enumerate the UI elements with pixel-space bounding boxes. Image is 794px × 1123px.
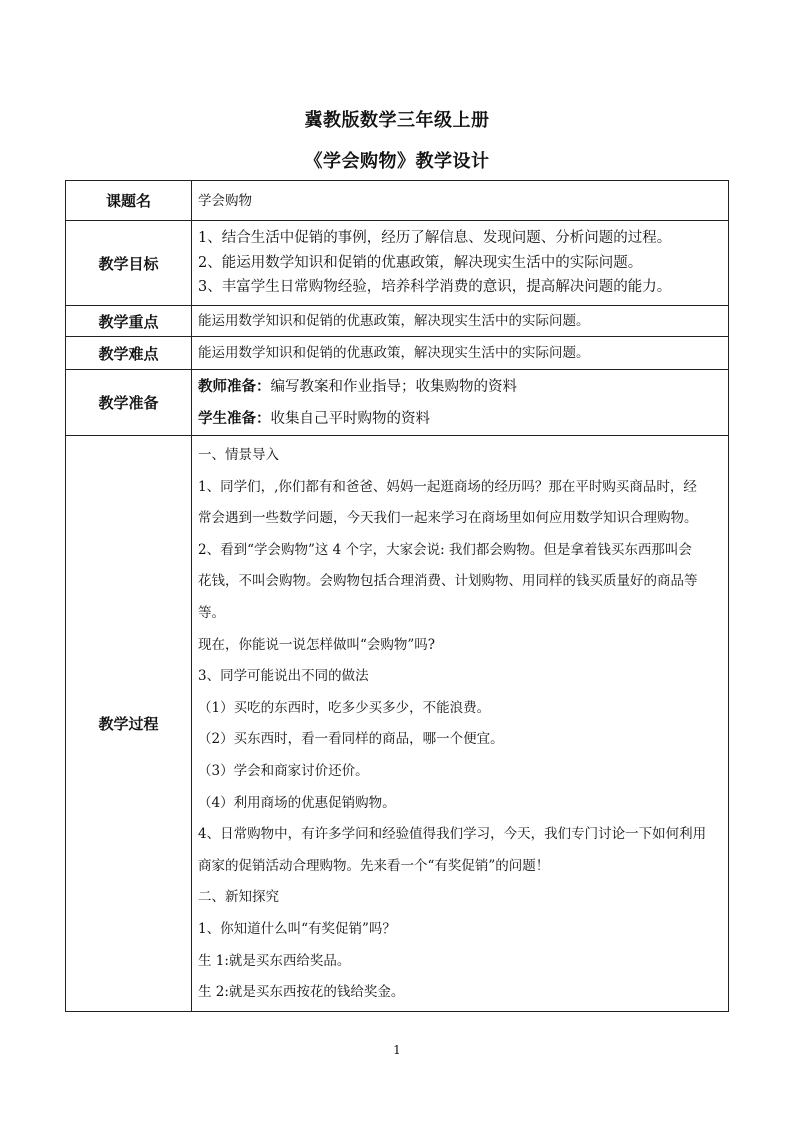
difficulty-value: 能运用数学知识和促销的优惠政策，解决现实生活中的实际问题。 <box>192 337 729 370</box>
process-line: （4）利用商场的优惠促销购物。 <box>198 794 396 811</box>
student-preparation <box>198 403 722 435</box>
process-line: 等。 <box>198 604 225 621</box>
process-line: 3、同学可能说出不同的做法 <box>198 668 369 685</box>
process-line: （3）学会和商家讨价还价。 <box>198 762 369 779</box>
row-difficulty <box>66 337 729 370</box>
topic-value: 学会购物 <box>192 181 729 221</box>
page-number: 1 <box>393 1043 401 1057</box>
process-line: （1）买吃的东西时，吃多少买多少，不能浪费。 <box>198 699 491 716</box>
key-point-label: 教学重点 <box>66 306 192 337</box>
process-line: 二、新知探究 <box>198 889 279 906</box>
process-line: 商家的促销活动合理购物。先来看一个“有奖促销”的问题！ <box>198 857 550 874</box>
process-label: 教学过程 <box>66 436 192 1012</box>
row-process <box>66 436 729 1012</box>
process-line: 生 1:就是买东西给奖品。 <box>198 952 351 969</box>
preparation-label: 教学准备 <box>66 370 192 436</box>
topic-label: 课题名 <box>66 181 192 221</box>
process-line: 花钱，不叫会购物。会购物包括合理消费、计划购物、用同样的钱买质量好的商品等 <box>198 573 698 590</box>
difficulty-label: 教学难点 <box>66 337 192 370</box>
goal-item: 3、丰富学生日常购物经验，培养科学消费的意识，提高解决问题的能力。 <box>198 279 672 296</box>
process-line: 一、情景导入 <box>198 447 279 463</box>
document-subtitle: 《学会购物》教学设计 <box>304 151 490 172</box>
row-goals <box>66 221 729 306</box>
process-line: 现在，你能说一说怎样做叫“会购物”吗? <box>198 636 436 653</box>
teacher-preparation-value: 编写教案和作业指导；收集购物的资料 <box>270 378 517 395</box>
student-preparation-value: 收集自己平时购物的资料 <box>270 410 430 427</box>
student-preparation-label: 学生准备： <box>198 409 271 427</box>
process-line: 常会遇到一些数学问题，今天我们一起来学习在商场里如何应用数学知识合理购物。 <box>198 510 698 527</box>
lesson-plan-table <box>65 180 729 1012</box>
preparation-content <box>192 370 729 436</box>
goal-item: 2、能运用数学知识和促销的优惠政策，解决现实生活中的实际问题。 <box>198 254 643 271</box>
row-topic <box>66 181 729 221</box>
process-line: 2、看到“学会购物”这 4 个字，大家会说: 我们都会购物。但是拿着钱买东西那叫会 <box>198 541 692 558</box>
teacher-preparation <box>198 371 722 403</box>
process-line: 1、同学们，,你们都有和爸爸、妈妈一起逛商场的经历吗？那在平时购买商品时，经 <box>198 478 697 495</box>
document-title: 冀教版数学三年级上册 <box>304 110 490 131</box>
row-key-point <box>66 306 729 337</box>
process-line: （2）买东西时，看一看同样的商品，哪一个便宜。 <box>198 731 504 748</box>
goals-content <box>192 221 729 306</box>
process-line: 1、你知道什么叫“有奖促销”吗？ <box>198 920 396 937</box>
key-point-value: 能运用数学知识和促销的优惠政策，解决现实生活中的实际问题。 <box>192 306 729 337</box>
process-line: 4、日常购物中，有许多学问和经验值得我们学习，今天，我们专门讨论一下如何利用 <box>198 826 707 843</box>
process-content <box>192 436 729 1012</box>
row-preparation <box>66 370 729 436</box>
process-line: 生 2:就是买东西按花的钱给奖金。 <box>198 984 405 1001</box>
teacher-preparation-label: 教师准备： <box>198 377 271 395</box>
goal-item: 1、结合生活中促销的事例，经历了解信息、发现问题、分析问题的过程。 <box>198 230 672 247</box>
goals-label: 教学目标 <box>66 221 192 306</box>
